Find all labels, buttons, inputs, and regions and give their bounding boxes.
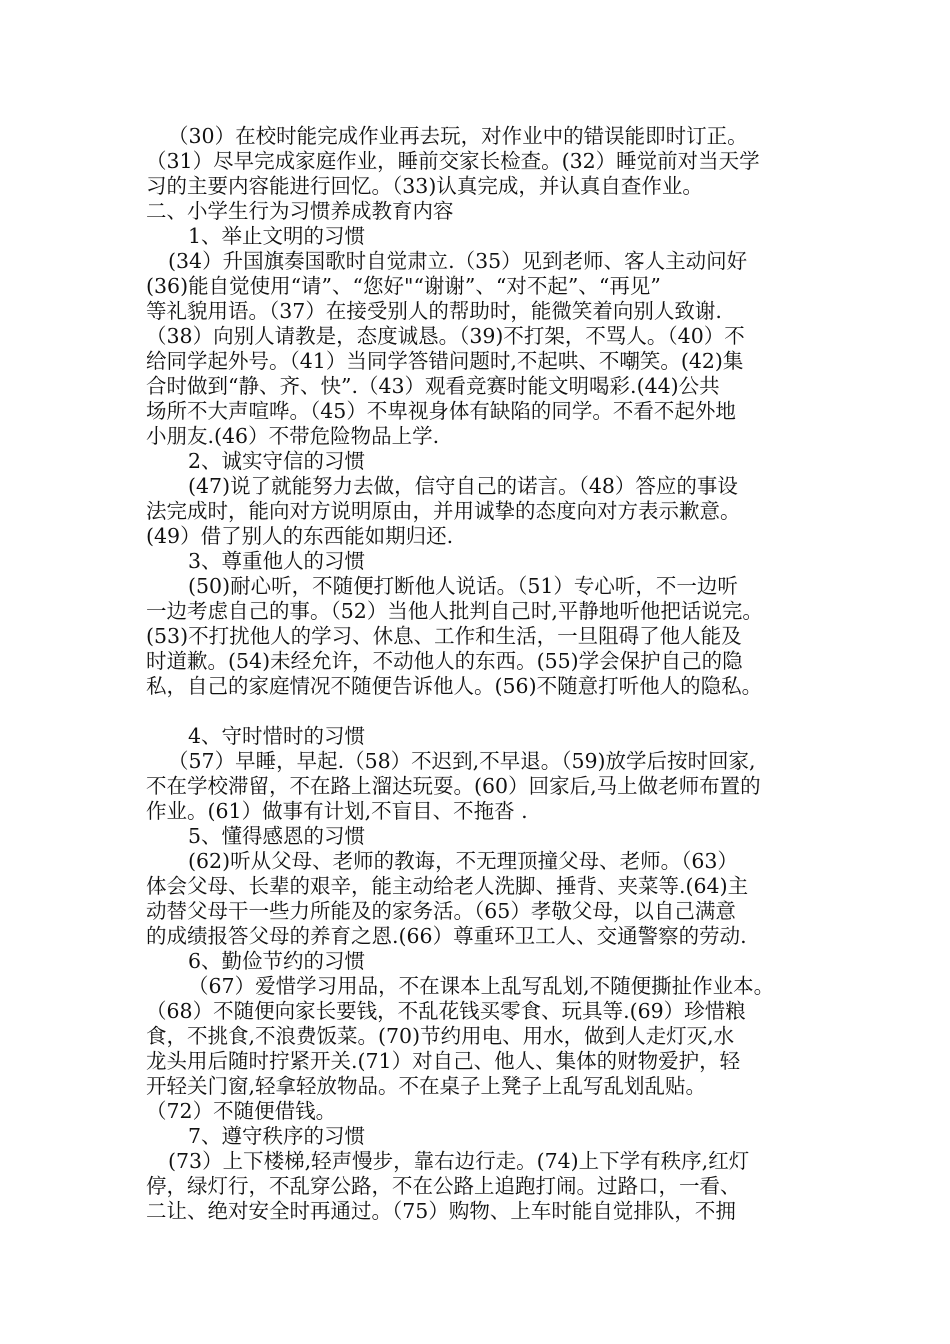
paragraph-line: 二让、绝对安全时再通过。（75）购物、上车时能自觉排队，不拥 — [146, 1199, 736, 1223]
section-heading: 二、小学生行为习惯养成教育内容 — [146, 199, 454, 223]
paragraph-line: (49）借了别人的东西能如期归还. — [146, 524, 454, 548]
paragraph-line: （57）早睡，早起.（58）不迟到,不早退。（59)放学后按时回家, — [168, 749, 756, 773]
paragraph-line: （67）爱惜学习用品，不在课本上乱写乱划,不随便撕扯作业本。 — [188, 974, 775, 998]
paragraph-line: （30）在校时能完成作业再去玩，对作业中的错误能即时订正。 — [168, 124, 748, 148]
paragraph-line: 开轻关门窗,轻拿轻放物品。不在桌子上凳子上乱写乱划乱贴。 — [146, 1074, 707, 1098]
paragraph-line: 习的主要内容能进行回忆。（33)认真完成，并认真自查作业。 — [146, 174, 703, 198]
paragraph-line: 时道歉。(54)未经允许，不动他人的东西。(55)学会保护自己的隐 — [146, 649, 743, 673]
paragraph-line: 龙头用后随时拧紧开关.(71）对自己、他人、集体的财物爱护，轻 — [146, 1049, 741, 1073]
paragraph-line: 食，不挑食,不浪费饭菜。(70)节约用电、用水，做到人走灯灭,水 — [146, 1024, 735, 1048]
paragraph-line: 一边考虑自己的事。（52）当他人批判自己时,平静地听他把话说完。 — [146, 599, 763, 623]
paragraph-line: 小朋友.(46）不带危险物品上学. — [146, 424, 440, 448]
paragraph-line: 场所不大声喧哗。（45）不卑视身体有缺陷的同学。不看不起外地 — [146, 399, 736, 423]
paragraph-line: 不在学校滞留，不在路上溜达玩耍。(60）回家后,马上做老师布置的 — [146, 774, 761, 798]
paragraph-line: 合时做到“静、齐、快”.（43）观看竞赛时能文明喝彩.(44)公共 — [146, 374, 720, 398]
paragraph-line: (36)能自觉使用“请”、“您好"“谢谢”、“对不起”、“再见” — [146, 274, 661, 298]
paragraph-line: (50)耐心听，不随便打断他人说话。（51）专心听，不一边听 — [188, 574, 738, 598]
paragraph-line: 体会父母、长辈的艰辛，能主动给老人洗脚、捶背、夹菜等.(64)主 — [146, 874, 749, 898]
paragraph-line: （68）不随便向家长要钱，不乱花钱买零食、玩具等.(69）珍惜粮 — [146, 999, 746, 1023]
paragraph-line: (73）上下楼梯,轻声慢步，靠右边行走。(74)上下学有秩序,红灯 — [168, 1149, 750, 1173]
subsection-heading: 5、懂得感恩的习惯 — [188, 824, 366, 848]
paragraph-line: （72）不随便借钱。 — [146, 1099, 337, 1123]
subsection-heading: 3、尊重他人的习惯 — [188, 549, 366, 573]
paragraph-line: 动替父母干一些力所能及的家务活。（65）孝敬父母，以自己满意 — [146, 899, 736, 923]
subsection-heading: 4、守时惜时的习惯 — [188, 724, 366, 748]
paragraph-line: 停，绿灯行，不乱穿公路，不在公路上追跑打闹。过路口，一看、 — [146, 1174, 741, 1198]
paragraph-line: （31）尽早完成家庭作业，睡前交家长检查。(32）睡觉前对当天学 — [146, 149, 760, 173]
paragraph-line: 作业。(61）做事有计划,不盲目、不拖沓 . — [146, 799, 528, 823]
paragraph-line: 法完成时，能向对方说明原由，并用诚挚的态度向对方表示歉意。 — [146, 499, 741, 523]
paragraph-line: 等礼貌用语。（37）在接受别人的帮助时，能微笑着向别人致谢. — [146, 299, 722, 323]
subsection-heading: 6、勤俭节约的习惯 — [188, 949, 366, 973]
paragraph-line: 的成绩报答父母的养育之恩.(66）尊重环卫工人、交通警察的劳动. — [146, 924, 747, 948]
subsection-heading: 7、遵守秩序的习惯 — [188, 1124, 366, 1148]
subsection-heading: 1、举止文明的习惯 — [188, 224, 366, 248]
paragraph-line: (62)听从父母、老师的教诲，不无理顶撞父母、老师。（63） — [188, 849, 738, 873]
paragraph-line: 给同学起外号。（41）当同学答错问题时,不起哄、不嘲笑。(42)集 — [146, 349, 744, 373]
paragraph-line: (34）升国旗奏国歌时自觉肃立.（35）见到老师、客人主动问好 — [168, 249, 748, 273]
subsection-heading: 2、诚实守信的习惯 — [188, 449, 366, 473]
paragraph-line: （38）向别人请教是，态度诚恳。（39)不打架，不骂人。（40）不 — [146, 324, 745, 348]
paragraph-line: (47)说了就能努力去做，信守自己的诺言。（48）答应的事设 — [188, 474, 738, 498]
paragraph-line: 私，自己的家庭情况不随便告诉他人。(56)不随意打听他人的隐私。 — [146, 674, 763, 698]
paragraph-line: (53)不打扰他人的学习、休息、工作和生活，一旦阻碍了他人能及 — [146, 624, 742, 648]
